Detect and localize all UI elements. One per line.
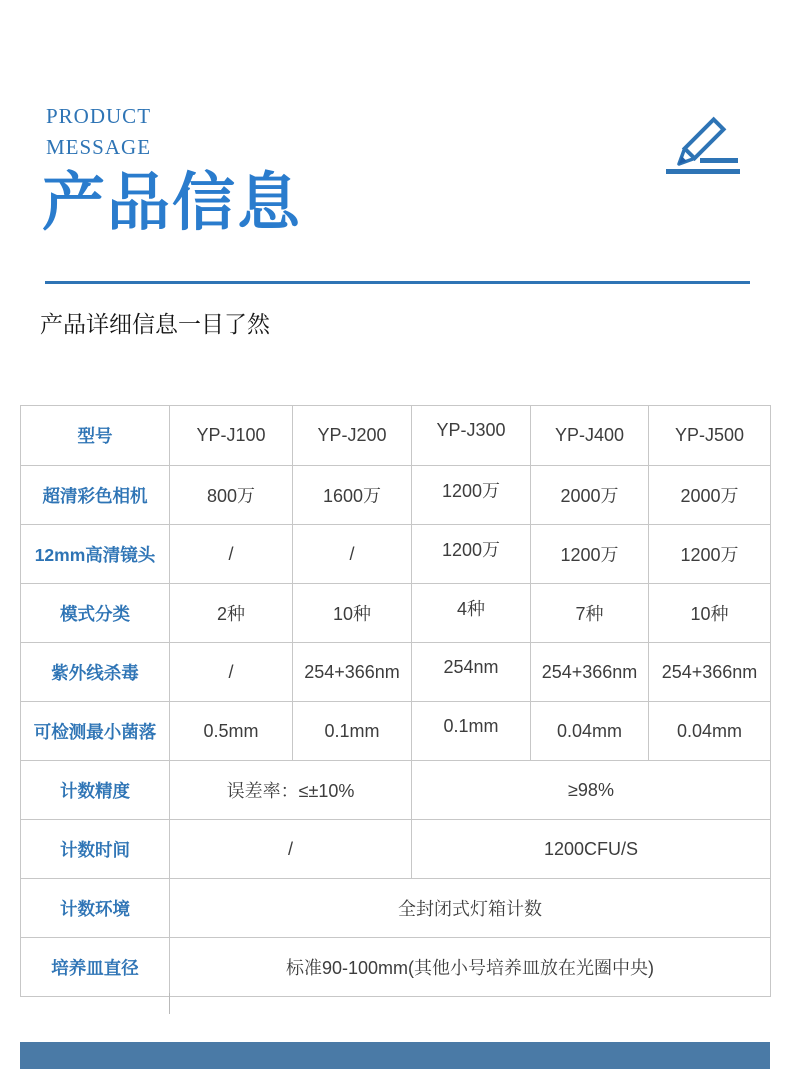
spec-cell: / — [170, 643, 293, 702]
title-divider — [45, 281, 750, 284]
page-title: 产品信息 — [42, 168, 302, 238]
table-row — [21, 879, 771, 938]
spec-cell: 254nm — [412, 643, 531, 702]
table-row — [21, 525, 771, 584]
page-subtitle: 产品详细信息一目了然 — [40, 312, 270, 337]
spec-cell: 10种 — [649, 584, 771, 643]
spec-cell: 0.5mm — [170, 702, 293, 761]
column-header-model: YP-J300 — [412, 406, 531, 466]
spec-cell: 全封闭式灯箱计数 — [170, 879, 771, 938]
row-label: 模式分类 — [21, 584, 170, 643]
spec-cell: / — [170, 820, 412, 879]
spec-cell: 1200CFU/S — [412, 820, 771, 879]
table-row — [21, 643, 771, 702]
column-header-model: YP-J400 — [531, 406, 649, 466]
eyebrow-line1: PRODUCT — [46, 104, 152, 128]
table-row — [21, 584, 771, 643]
spec-cell: 1200万 — [531, 525, 649, 584]
spec-cell: 0.1mm — [293, 702, 412, 761]
spec-cell: 0.1mm — [412, 702, 531, 761]
row-label: 可检测最小菌落 — [21, 702, 170, 761]
row-label: 计数时间 — [21, 820, 170, 879]
spec-table — [20, 405, 771, 997]
table-row — [21, 466, 771, 525]
spec-cell: 4种 — [412, 584, 531, 643]
column-header-label: 型号 — [21, 406, 170, 466]
table-row — [21, 761, 771, 820]
spec-cell: 254+366nm — [531, 643, 649, 702]
spec-cell: 误差率：≤±10% — [170, 761, 412, 820]
table-border-artifact — [169, 993, 170, 1014]
row-label: 培养皿直径 — [21, 938, 170, 997]
spec-cell: 1200万 — [649, 525, 771, 584]
table-row — [21, 820, 771, 879]
spec-cell: 10种 — [293, 584, 412, 643]
column-header-model: YP-J200 — [293, 406, 412, 466]
spec-cell: 1200万 — [412, 525, 531, 584]
spec-cell: 254+366nm — [649, 643, 771, 702]
spec-cell: 2000万 — [649, 466, 771, 525]
column-header-model: YP-J100 — [170, 406, 293, 466]
footer-bar — [20, 1042, 770, 1069]
spec-cell: 800万 — [170, 466, 293, 525]
spec-cell: 标准90-100mm(其他小号培养皿放在光圈中央) — [170, 938, 771, 997]
row-label: 紫外线杀毒 — [21, 643, 170, 702]
row-label: 超清彩色相机 — [21, 466, 170, 525]
table-row — [21, 938, 771, 997]
pencil-icon-svg — [654, 98, 750, 186]
pencil-writing-icon — [654, 98, 750, 186]
row-label: 12mm高清镜头 — [21, 525, 170, 584]
spec-cell: 2种 — [170, 584, 293, 643]
eyebrow-text — [46, 101, 151, 163]
row-label: 计数环境 — [21, 879, 170, 938]
table-header-row — [21, 406, 771, 466]
spec-cell: / — [170, 525, 293, 584]
spec-cell: / — [293, 525, 412, 584]
spec-cell: 0.04mm — [531, 702, 649, 761]
table-row — [21, 702, 771, 761]
eyebrow-line2: MESSAGE — [46, 135, 152, 159]
spec-cell: 254+366nm — [293, 643, 412, 702]
spec-cell: ≥98% — [412, 761, 771, 820]
spec-cell: 1600万 — [293, 466, 412, 525]
spec-cell: 7种 — [531, 584, 649, 643]
row-label: 计数精度 — [21, 761, 170, 820]
spec-cell: 2000万 — [531, 466, 649, 525]
spec-cell: 0.04mm — [649, 702, 771, 761]
spec-cell: 1200万 — [412, 466, 531, 525]
column-header-model: YP-J500 — [649, 406, 771, 466]
